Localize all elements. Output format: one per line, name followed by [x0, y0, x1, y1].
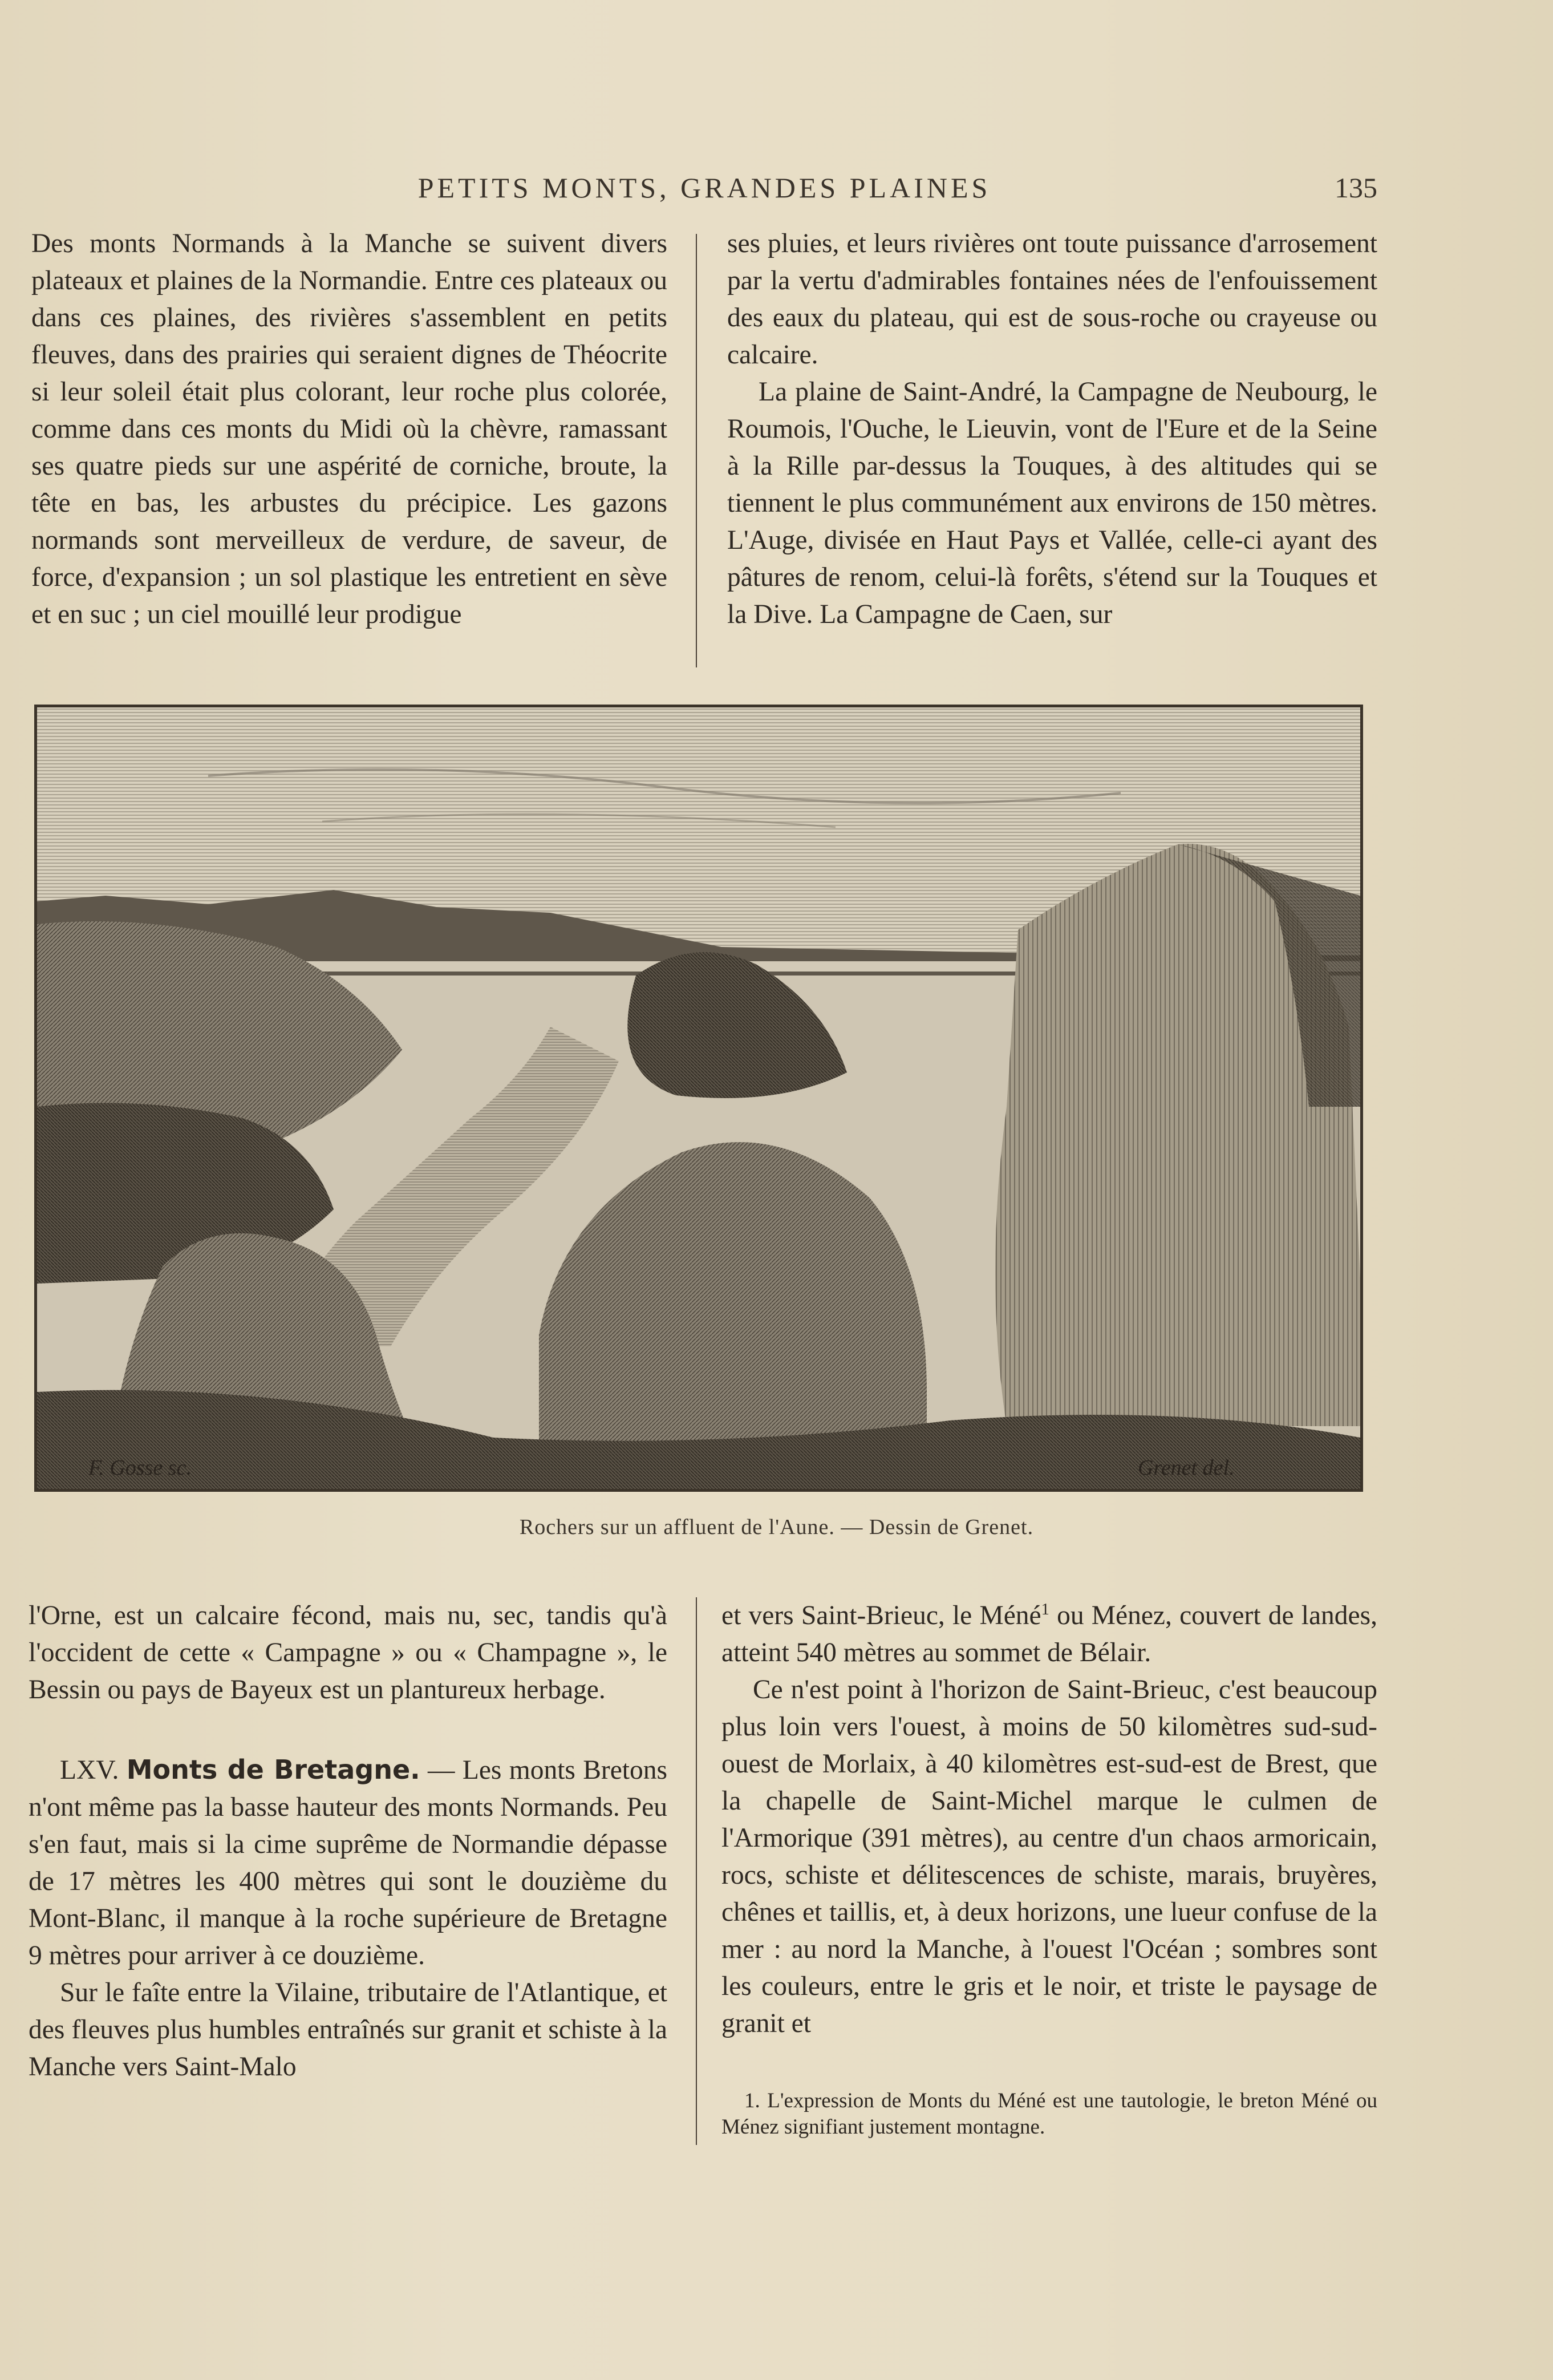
- bottom-right-column: [721, 1597, 1377, 2088]
- paragraph-mene-text-b: ou Ménez, couvert de landes, atteint 540 mètres au sommet de Bélair.: [721, 1601, 1377, 1667]
- paragraph-armorique: Ce n'est point à l'horizon de Saint-Brieuc, c'est beaucoup plus loin vers l'ouest, à moins de 50 kilomètres sud-sud-ouest de Morlaix, à 40 kilomètres est-sud-est de Brest, que la chapelle de Saint-Michel marque le culmen de l'Armorique (391 mètres), au centre d'un chaos armoricain, rocs, schiste et délitescences de schiste, marais, bruyères, chênes et taillis, et, à deux horizons, une lueur confuse de la mer : au nord la Manche, à l'ouest l'Océan ; sombres sont les couleurs, entre le gris et le noir, et triste le paysage de granit et: [721, 1675, 1377, 2038]
- paragraph-plains-list: La plaine de Saint-André, la Campagne de Neubourg, le Roumois, l'Ouche, le Lieuvin, vont de l'Eure et de la Seine à la Rille par-dessus la Touques, à des altitudes qui se tiennent le plus communément aux environs de 150 mètres. L'Auge, divisée en Haut Pays et Vallée, celle-ci ayant des pâtures de renom, celui-là forêts, s'étend sur la Touques et la Dive. La Campagne de Caen, sur: [727, 377, 1377, 629]
- footnote-area: [721, 2088, 1377, 2140]
- top-left-column: [31, 225, 667, 682]
- column-divider-bottom: [696, 1597, 697, 2145]
- footnote-marker: 1: [1041, 1601, 1049, 1619]
- page-header: [31, 171, 1377, 211]
- running-title: PETITS MONTS, GRANDES PLAINES: [417, 172, 991, 204]
- section-heading: Monts de Bretagne.: [126, 1754, 420, 1785]
- figure-caption: Rochers sur un affluent de l'Aune. — Dessin de Grenet.: [519, 1515, 1034, 1539]
- paragraph-orne: l'Orne, est un calcaire fécond, mais nu, sec, tandis qu'à l'occident de cette « Campagne » ou « Champagne », le Bessin ou pays de Bayeux est un plantureux herbage.: [29, 1601, 667, 1705]
- engraving-illustration: [34, 705, 1363, 1492]
- column-divider-top: [696, 234, 697, 667]
- paragraph-mene: [721, 1597, 1377, 1671]
- section-spacer: [29, 1709, 667, 1751]
- paragraph-rains: ses pluies, et leurs rivières ont toute puissance d'arrosement par la vertu d'admirables fontaines nées de l'enfouissement des eaux du plateau, qui est de sous-roche ou crayeuse ou calcaire.: [727, 229, 1377, 370]
- paragraph-mene-text-a: et vers Saint-Brieuc, le Méné: [721, 1601, 1041, 1630]
- footnote: 1. L'expression de Monts du Méné est une tautologie, le breton Méné ou Ménez signifiant justement montagne.: [721, 2089, 1377, 2139]
- section-monts-de-bretagne: [29, 1751, 667, 1974]
- page-number: 135: [1335, 172, 1377, 204]
- section-number: LXV.: [60, 1755, 119, 1785]
- artist-signature: Grenet del.: [1138, 1456, 1235, 1480]
- paragraph-normandy-plains: Des monts Normands à la Manche se suivent divers plateaux et plaines de la Normandie. Entre ces plateaux ou dans ces plaines, des rivières s'assemblent en petits fleuves, dans des prairies qui seraient dignes de Théocrite si leur soleil était plus colorant, leur roche plus colorée, comme dans ces monts du Midi où la chèvre, ramassant ses quatre pieds sur une aspérité de corniche, broute, la tête en bas, les arbustes du précipice. Les gazons normands sont merveilleux de verdure, de saveur, de force, d'expansion ; un sol plastique les entretient en sève et en suc ; un ciel mouillé leur prodigue: [31, 229, 667, 629]
- top-right-column: [727, 225, 1377, 682]
- engraving-image: [37, 707, 1360, 1489]
- engraver-signature: F. Gosse sc.: [88, 1456, 192, 1480]
- paragraph-vilaine: Sur le faîte entre la Vilaine, tributaire de l'Atlantique, et des fleuves plus humbles entraînés sur granit et schiste à la Manche vers Saint-Malo: [29, 1978, 667, 2082]
- section-body: — Les monts Bretons n'ont même pas la basse hauteur des monts Normands. Peu s'en faut, mais si la cime suprême de Normandie dépasse de 17 mètres les 400 mètres qui sont le douzième du Mont-Blanc, il manque à la roche supérieure de Bretagne 9 mètres pour arriver à ce douzième.: [29, 1755, 667, 1970]
- bottom-left-column: [29, 1597, 667, 2156]
